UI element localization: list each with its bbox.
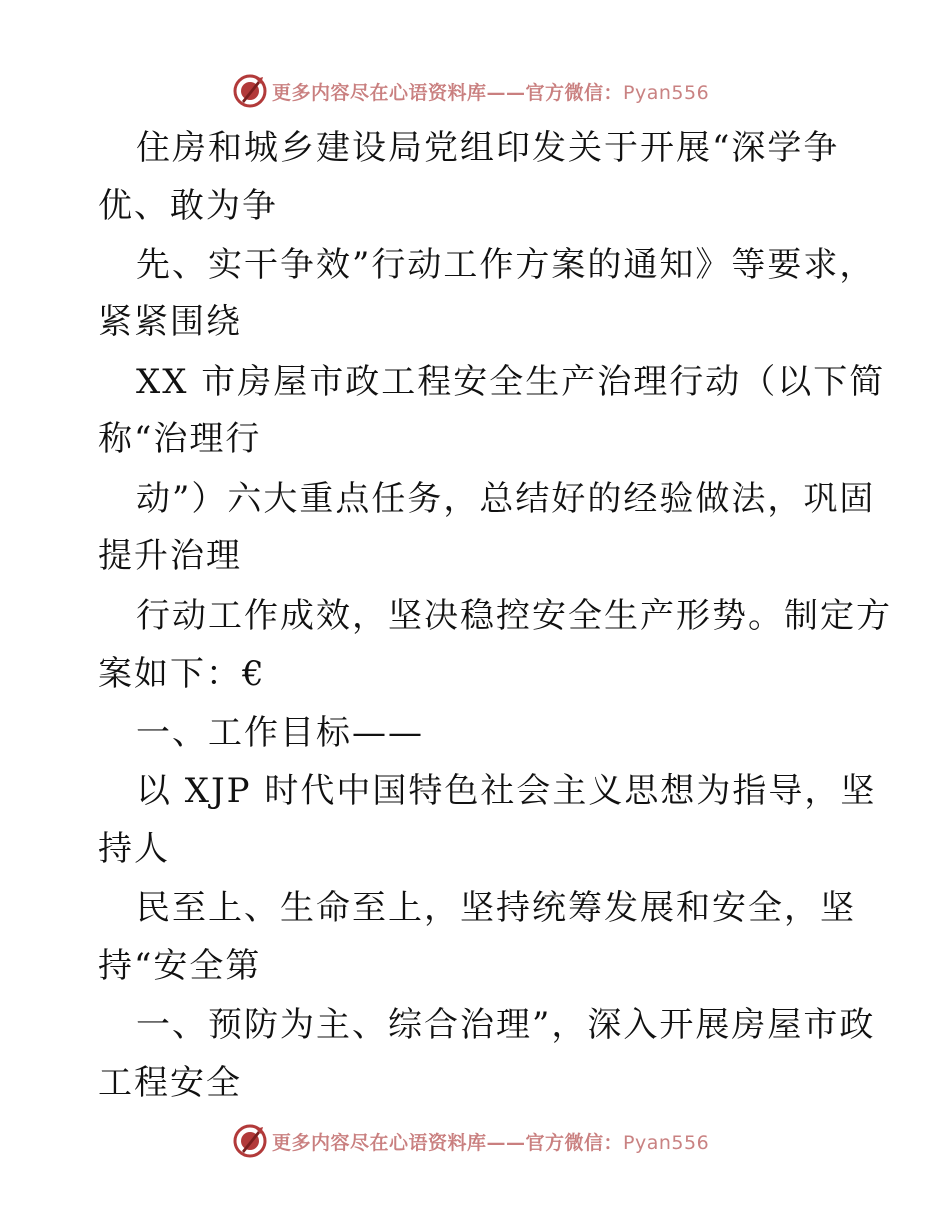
text-line: 民至上、生命至上，坚持统筹发展和安全，坚 bbox=[136, 888, 856, 928]
text-line: 住房和城乡建设局党组印发关于开展“深学争 bbox=[136, 128, 840, 168]
text-line: 提升治理 bbox=[98, 536, 242, 576]
text-line: 持“安全第 bbox=[98, 946, 262, 986]
text-line: 案如下：€ bbox=[98, 654, 266, 694]
text-line: 动”）六大重点任务，总结好的经验做法，巩固 bbox=[136, 479, 876, 519]
quill-logo-icon bbox=[232, 73, 268, 109]
watermark-header bbox=[232, 72, 709, 110]
text-line: XX 市房屋市政工程安全生产治理行动（以下简 bbox=[136, 362, 886, 402]
text-line: 行动工作成效，坚决稳控安全生产形势。制定方 bbox=[136, 596, 892, 636]
text-line: 持人 bbox=[98, 829, 170, 869]
text-line: 称“治理行 bbox=[98, 419, 262, 459]
quill-logo-icon bbox=[232, 1123, 268, 1159]
text-line: 以 XJP 时代中国特色社会主义思想为指导，坚 bbox=[136, 771, 877, 811]
text-line: 工程安全 bbox=[98, 1063, 242, 1103]
watermark-text: 更多内容尽在心语资料库——官方微信：Pyan556 bbox=[272, 1131, 710, 1154]
watermark-text: 更多内容尽在心语资料库——官方微信：Pyan556 bbox=[272, 81, 710, 104]
text-line: 先、实干争效”行动工作方案的通知》等要求， bbox=[136, 245, 876, 285]
section-heading: 一、工作目标—— bbox=[136, 713, 424, 753]
text-line: 紧紧围绕 bbox=[98, 302, 242, 342]
text-line: 一、预防为主、综合治理”，深入开展房屋市政 bbox=[136, 1005, 876, 1045]
watermark-footer bbox=[232, 1122, 709, 1160]
text-line: 优、敢为争 bbox=[98, 186, 278, 226]
